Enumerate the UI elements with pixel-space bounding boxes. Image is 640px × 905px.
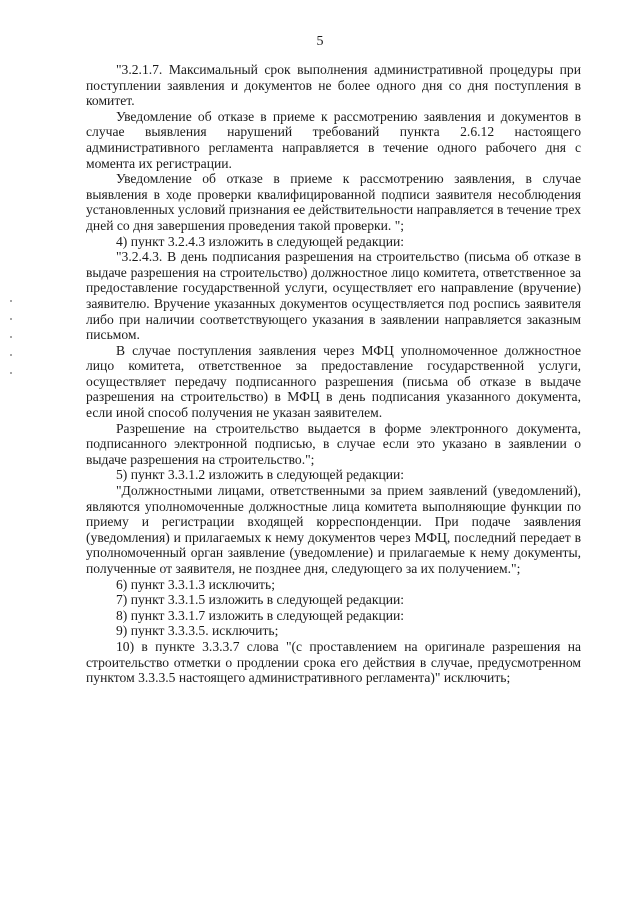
margin-dot — [10, 336, 12, 338]
margin-dot — [10, 318, 12, 320]
margin-dot — [10, 300, 12, 302]
paragraph-item-9: 9) пункт 3.3.3.5. исключить; — [116, 623, 279, 639]
document-body — [86, 62, 581, 686]
paragraph-3-2-1-7: "3.2.1.7. Максимальный срок выполнения административной процедуры при поступлении заявления и документов не более одного дня со дня поступления в комитет. — [86, 62, 581, 109]
paragraph-mfc-transfer: В случае поступления заявления через МФЦ уполномоченное должностное лицо комитета, ответственное за предоставление государственной услуги, осуществляет передачу подписанного разрешения (письма об отказе в выдаче разрешения на строительство) в МФЦ в день подписания указанного документа, если иной способ получения не указан заявителем. — [86, 342, 581, 421]
paragraph-item-5: 5) пункт 3.3.1.2 изложить в следующей редакции: — [116, 467, 405, 483]
paragraph-item-10: 10) в пункте 3.3.3.7 слова "(с проставлением на оригинале разрешения на строительство отметки о продлении срока его действия в случае, предусмотренном пунктом 3.3.3.5 настоящего административного регламента)" исключить; — [86, 638, 581, 686]
paragraph-electronic-permit: Разрешение на строительство выдается в форме электронного документа, подписанного электронной подписью, в случае если это указано в заявлении о выдаче разрешения на строительство."; — [86, 420, 581, 467]
binding-margin-marks — [10, 0, 16, 905]
paragraph-item-8: 8) пункт 3.3.1.7 изложить в следующей редакции: — [116, 607, 405, 623]
margin-dot — [10, 372, 12, 374]
paragraph-signature-check-notice: Уведомление об отказе в приеме к рассмотрению заявления, в случае выявления в ходе проверки квалифицированной подписи заявителя несоблюдения установленных условий признания ее действительности направляется в течение трех дней со дня завершения проведения такой проверки. "; — [86, 171, 581, 233]
margin-dot — [10, 354, 12, 356]
paragraph-item-6: 6) пункт 3.3.1.3 исключить; — [116, 576, 275, 592]
paragraph-item-7: 7) пункт 3.3.1.5 изложить в следующей редакции: — [116, 592, 405, 608]
paragraph-item-4: 4) пункт 3.2.4.3 изложить в следующей редакции: — [116, 233, 405, 249]
paragraph-refusal-notice: Уведомление об отказе в приеме к рассмотрению заявления и документов в случае выявления нарушений требований пункта 2.6.12 настоящего административного регламента направляется в течение одного рабочего дня с момента их регистрации. — [86, 108, 581, 171]
paragraph-responsible-officials: "Должностными лицами, ответственными за прием заявлений (уведомлений), являются уполномоченные должностные лица комитета выполняющие функции по приему и регистрации входящей корреспонденции. При подаче заявления (уведомления) и прилагаемых к нему документов через МФЦ, последний передает в уполномоченный орган заявление (уведомление) и прилагаемые к нему документы, полученные от заявителя, не позднее дня, следующего за их получением."; — [86, 483, 581, 576]
paragraph-3-2-4-3: "3.2.4.3. В день подписания разрешения на строительство (письма об отказе в выдаче разрешения на строительство) должностное лицо комитета, ответственное за предоставление государственной услуги, осуществляет его направление (вручение) заявителю. Вручение указанных документов осуществляется под роспись заявителя либо при наличии соответствующего указания в заявлении направляется заказным письмом. — [86, 249, 581, 343]
page-number: 5 — [316, 34, 324, 49]
